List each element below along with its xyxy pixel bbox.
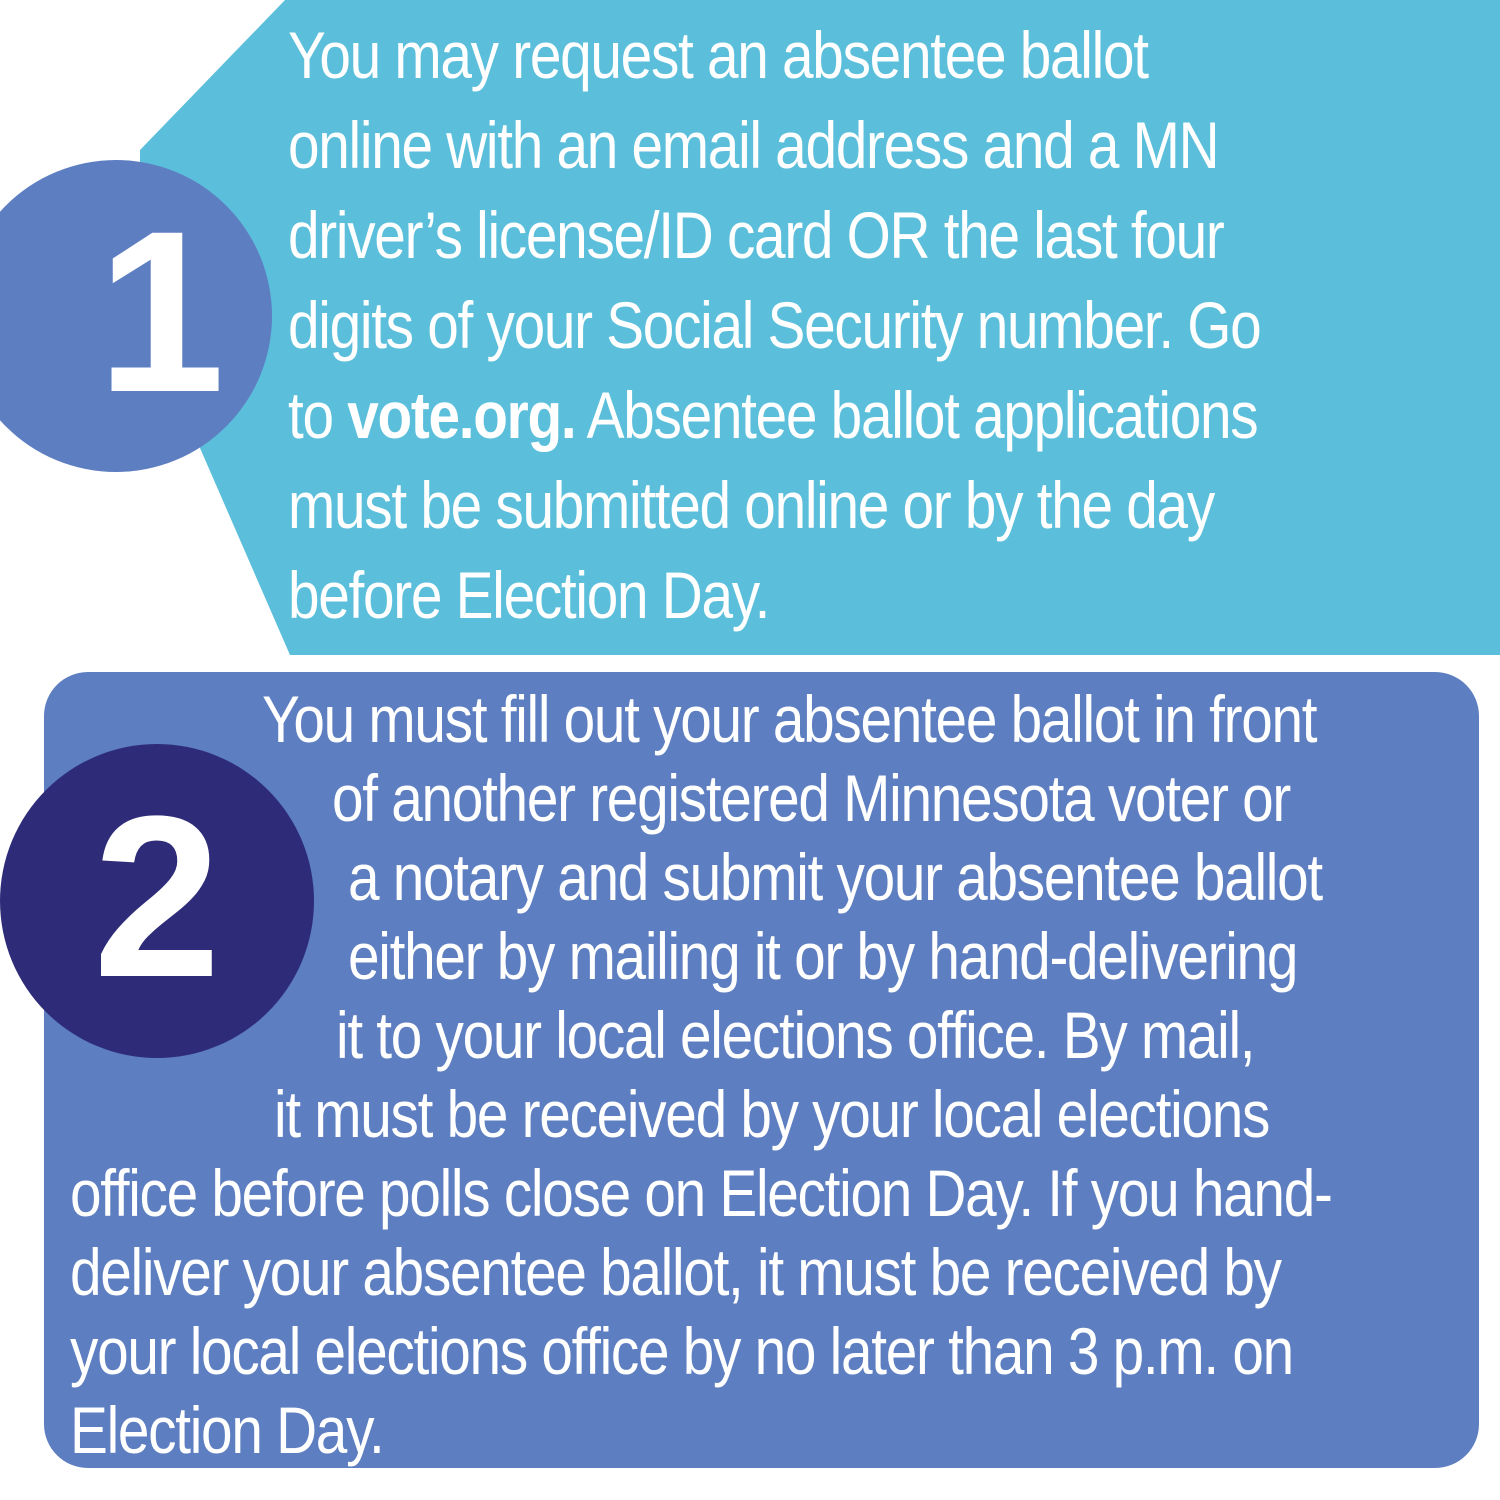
step1-line-6: must be submitted online or by the day — [288, 468, 1214, 542]
step1-description — [288, 10, 1320, 640]
step2-number-badge — [0, 744, 314, 1058]
step1-line-1: You may request an absentee ballot — [288, 18, 1148, 92]
step2-line-7: office before polls close on Election Day. If you hand- — [70, 1156, 1332, 1230]
step1-line-5-suffix: Absentee ballot applications — [575, 378, 1258, 452]
step1-line-5 — [288, 370, 1320, 460]
step1-line-5-prefix: to — [288, 378, 348, 452]
vote-org-link[interactable]: vote.org. — [347, 378, 576, 452]
step2-line-1: You must fill out your absentee ballot in front — [262, 682, 1317, 756]
step2-line-4: either by mailing it or by hand-delivering — [348, 919, 1298, 993]
step2-line-2: of another registered Minnesota voter or — [332, 761, 1291, 835]
step1-line-7: before Election Day. — [288, 558, 770, 632]
step1-line-3: driver’s license/ID card OR the last four — [288, 198, 1224, 272]
step2-line-6: it must be received by your local elections — [274, 1077, 1270, 1151]
step2-number: 2 — [93, 767, 221, 1025]
step1-line-4: digits of your Social Security number. Go — [288, 288, 1261, 362]
step2-line-5: it to your local elections office. By mail, — [336, 998, 1255, 1072]
step2-line-8: deliver your absentee ballot, it must be received by — [70, 1235, 1281, 1309]
step2-line-9: your local elections office by no later than 3 p.m. on — [70, 1314, 1293, 1388]
step1-number: 1 — [97, 182, 225, 440]
step2-line-10: Election Day. — [70, 1393, 384, 1467]
step2-line-3: a notary and submit your absentee ballot — [348, 840, 1322, 914]
step1-line-2: online with an email address and a MN — [288, 108, 1219, 182]
